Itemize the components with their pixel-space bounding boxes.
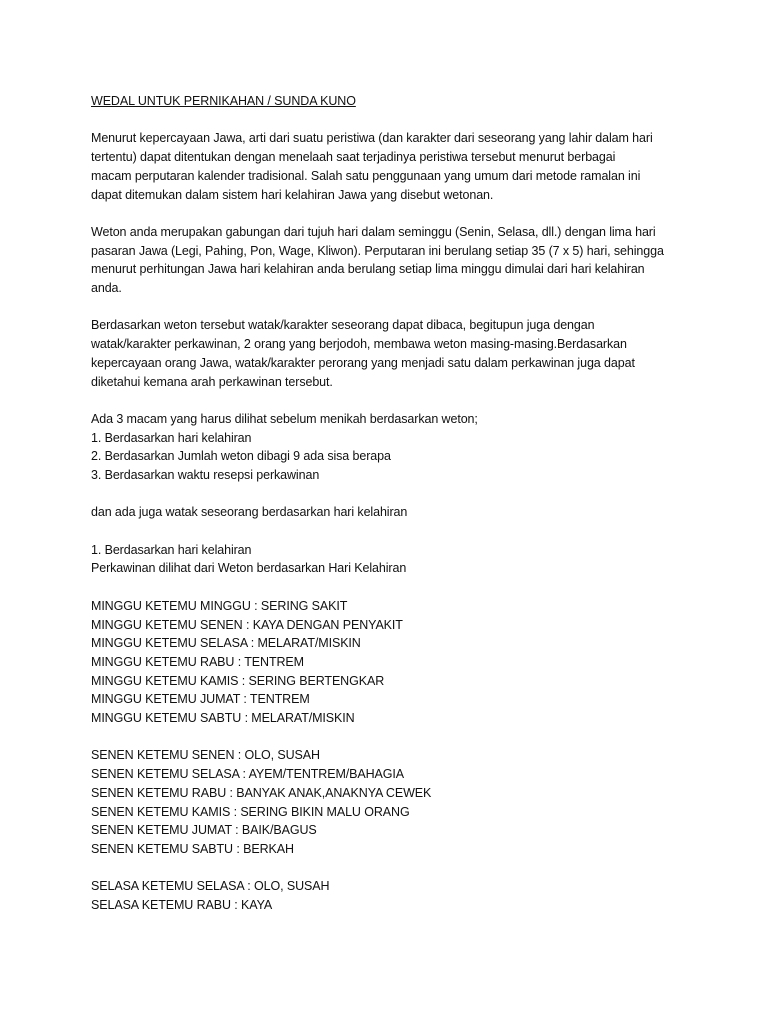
match-item: MINGGU KETEMU SABTU : MELARAT/MISKIN: [91, 711, 355, 726]
paragraph-watak: [91, 316, 691, 391]
criteria-block: [91, 410, 691, 485]
section-heading: 1. Berdasarkan hari kelahiran: [91, 542, 252, 557]
document-page: [91, 92, 691, 915]
spacer: [91, 859, 691, 878]
text-line: dapat ditemukan dalam sistem hari kelahiran Jawa yang disebut wetonan.: [91, 187, 494, 202]
spacer: [91, 485, 691, 504]
paragraph-intro: [91, 129, 691, 204]
text-line: tertentu) dapat ditentukan dengan menelaah saat terjadinya peristiwa tersebut menurut berbagai: [91, 150, 616, 165]
text-line: diketahui kemana arah perkawinan tersebut.: [91, 374, 333, 389]
selasa-match-list: [91, 877, 691, 914]
match-item: SENEN KETEMU RABU : BANYAK ANAK,ANAKNYA CEWEK: [91, 785, 432, 800]
text-line: menurut perhitungan Jawa hari kelahiran anda berulang setiap lima minggu dimulai dari hari kelahiran: [91, 262, 645, 277]
match-item: SENEN KETEMU SENEN : OLO, SUSAH: [91, 748, 320, 763]
spacer: [91, 204, 691, 223]
text-line: pasaran Jawa (Legi, Pahing, Pon, Wage, Kliwon). Perputaran ini berulang setiap 35 (7 x 5) hari, sehingga: [91, 243, 664, 258]
match-item: MINGGU KETEMU MINGGU : SERING SAKIT: [91, 598, 348, 613]
spacer: [91, 298, 691, 317]
match-item: SELASA KETEMU SELASA : OLO, SUSAH: [91, 879, 330, 894]
document-title: WEDAL UNTUK PERNIKAHAN / SUNDA KUNO: [91, 94, 356, 108]
text-line: Weton anda merupakan gabungan dari tujuh hari dalam seminggu (Senin, Selasa, dll.) dengan lima hari: [91, 224, 656, 239]
senen-match-list: [91, 746, 691, 858]
match-item: SENEN KETEMU SABTU : BERKAH: [91, 842, 294, 856]
minggu-match-list: [91, 597, 691, 728]
criteria-item: 2. Berdasarkan Jumlah weton dibagi 9 ada sisa berapa: [91, 449, 391, 464]
text-line: macam perputaran kalender tradisional. Salah satu penggunaan yang umum dari metode ramalan ini: [91, 168, 641, 183]
text-line: Menurut kepercayaan Jawa, arti dari suatu peristiwa (dan karakter dari seseorang yang lahir dalam hari: [91, 131, 653, 146]
match-item: SENEN KETEMU SELASA : AYEM/TENTREM/BAHAGIA: [91, 767, 405, 782]
spacer: [91, 111, 691, 130]
match-item: MINGGU KETEMU SENEN : KAYA DENGAN PENYAKIT: [91, 617, 403, 632]
match-item: SELASA KETEMU RABU : KAYA: [91, 898, 273, 913]
spacer: [91, 522, 691, 541]
character-note: dan ada juga watak seseorang berdasarkan hari kelahiran: [91, 505, 408, 520]
match-item: MINGGU KETEMU JUMAT : TENTREM: [91, 692, 310, 707]
paragraph-weton: [91, 223, 691, 298]
criteria-intro: Ada 3 macam yang harus dilihat sebelum menikah berdasarkan weton;: [91, 411, 478, 426]
match-item: MINGGU KETEMU RABU : TENTREM: [91, 654, 304, 669]
spacer: [91, 391, 691, 410]
match-item: MINGGU KETEMU SELASA : MELARAT/MISKIN: [91, 636, 361, 651]
text-line: Berdasarkan weton tersebut watak/karakter seseorang dapat dibaca, begitupun juga dengan: [91, 318, 595, 333]
spacer: [91, 728, 691, 747]
spacer: [91, 578, 691, 597]
section-subheading: Perkawinan dilihat dari Weton berdasarkan Hari Kelahiran: [91, 561, 407, 576]
criteria-item: 1. Berdasarkan hari kelahiran: [91, 430, 252, 445]
text-line: watak/karakter perkawinan, 2 orang yang berjodoh, membawa weton masing-masing.Berdasarkan: [91, 337, 627, 352]
match-item: SENEN KETEMU JUMAT : BAIK/BAGUS: [91, 823, 317, 838]
match-item: SENEN KETEMU KAMIS : SERING BIKIN MALU ORANG: [91, 804, 410, 819]
text-line: kepercayaan orang Jawa, watak/karakter perorang yang menjadi satu dalam perkawinan juga dapat: [91, 355, 635, 370]
section-header-block: [91, 541, 691, 578]
text-line: anda.: [91, 281, 122, 295]
criteria-item: 3. Berdasarkan waktu resepsi perkawinan: [91, 468, 320, 482]
match-item: MINGGU KETEMU KAMIS : SERING BERTENGKAR: [91, 673, 385, 688]
